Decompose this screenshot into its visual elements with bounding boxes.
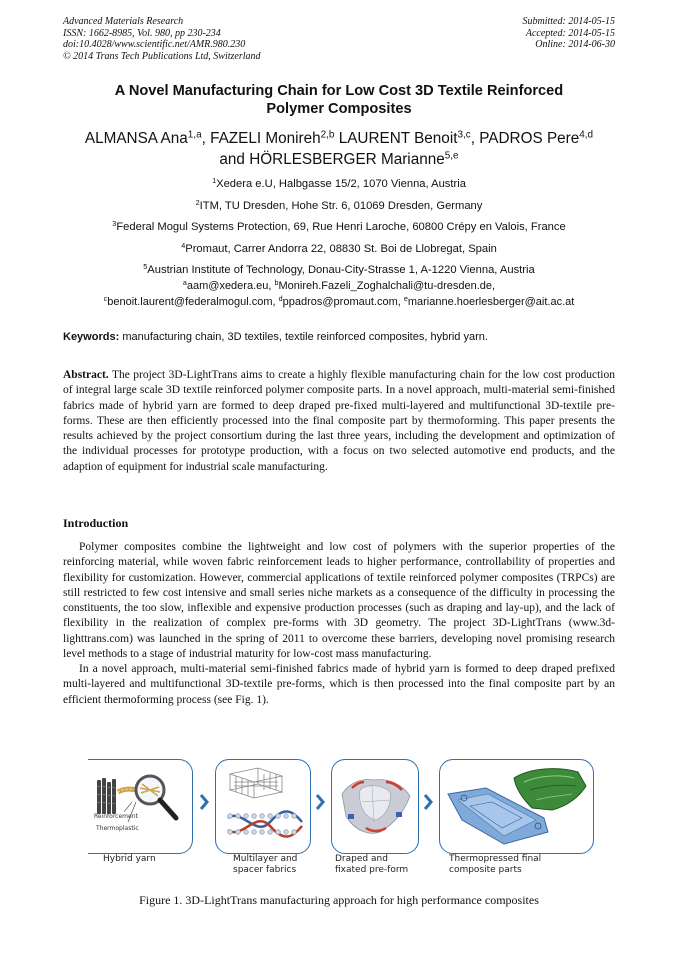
panel-label-thermopressed: Thermopressed final composite parts <box>449 854 542 875</box>
affiliation <box>40 174 638 196</box>
issn-line: ISSN: 1662-8985, Vol. 980, pp 230-234 <box>63 27 221 39</box>
author-list <box>50 128 628 170</box>
keywords-text: manufacturing chain, 3D textiles, textile reinforced composites, hybrid yarn. <box>122 331 488 343</box>
panel-label-draped: Draped and fixated pre-form <box>335 854 409 875</box>
email-sup: b <box>274 279 279 288</box>
email-address[interactable]: ppadros@promaut.com <box>282 296 398 308</box>
dates-info <box>523 16 616 51</box>
email-address[interactable]: marianne.hoerlesberger@ait.ac.at <box>407 296 575 308</box>
abstract-text: The project 3D-LightTrans aims to create a highly flexible manufacturing chain for the low cost production of integral large scale 3D textile reinforced polymer composite parts. In a novel approach, multi-material semi-finished fabrics made of hybrid yarn are formed to deep draped pre-fixed multi-layered and multifunctional 3D-textile pre-forms. These are then efficiently processed into the final composite part by thermoforming. This paper presents the results achieved by the project consortium during the last three years, including the development and optimization of the individual processes for prototype production, with a focus on two selected automotive end products, and the adaption of equipment for industrial scale manufacturing. <box>63 369 615 473</box>
journal-info <box>63 16 261 62</box>
panel-final-parts <box>439 759 594 854</box>
journal-name: Advanced Materials Research <box>63 16 184 27</box>
affiliation-sup: 4 <box>181 240 186 250</box>
panel-hybrid-yarn <box>88 759 193 854</box>
affiliation <box>40 196 638 218</box>
affiliation <box>40 217 638 239</box>
author-name: PADROS Pere <box>479 130 580 147</box>
email-line-1: $^a$aam@xedera.eu, $^b$Monireh.Fazeli_Zoghalchali@tu-dresden.de, <box>182 279 496 292</box>
section-heading-introduction: Introduction <box>63 516 129 530</box>
draped-preform-illustration <box>332 760 418 853</box>
affiliation-sup: 2 <box>195 197 200 207</box>
affiliation-text: Austrian Institute of Technology, Donau-City-Strasse 1, A-1220 Vienna, Austria <box>147 264 535 276</box>
title-line-2: Polymer Composites <box>266 101 412 117</box>
email-address[interactable]: Monireh.Fazeli_Zoghalchali@tu-dresden.de <box>278 280 493 292</box>
process-arrow-icon <box>315 793 325 811</box>
author-sup: 4,d <box>579 129 594 141</box>
authors-line-2 <box>50 149 628 170</box>
affiliation-sup: 3 <box>112 219 117 228</box>
final-composite-parts-illustration <box>440 760 593 853</box>
affiliation <box>40 239 638 261</box>
affiliation-sup: 5 <box>143 262 148 271</box>
process-arrow-icon <box>423 793 433 811</box>
affiliation-text: Federal Mogul Systems Protection, 69, Rue Henri Laroche, 60800 Crépy en Valois, France <box>116 221 566 233</box>
intro-paragraph-1: Polymer composites combine the lightweight and low cost of polymers with the superior properties of the reinforcing material, while woven fabric reinforcement leads to higher performance, controllability of properties and flexibility for customization. However, commercial applications of textile reinforced polymer composites (TRPCs) are still restricted to few cost intensive and small series niche markets as a consequence of the difficulty in processing the constituents, the too slow, inflexible and expensive production processes (such as draping and lay-up), and the lack of flexibility in the realization of complex pre-forms with 3D geometry. The project 3D-LightTrans (www.3d-lighttrans.com) was launched in the spring of 2011 to overcome these barriers, developing novel promising research level methods to a stage of industrial maturity for low-cost mass manufacturing. <box>63 541 615 660</box>
email-address[interactable]: aam@xedera.eu <box>186 280 269 292</box>
abstract-label: Abstract. <box>63 369 109 381</box>
email-sup: d <box>278 295 283 304</box>
affiliation-text: Xedera e.U, Halbgasse 15/2, 1070 Vienna, Austria <box>216 178 466 190</box>
author-name: HÖRLESBERGER Marianne <box>249 151 445 168</box>
email-sup: c <box>103 295 108 304</box>
label-thermoplastic: Thermoplastic <box>96 825 139 832</box>
author-conjunction: and <box>219 151 245 168</box>
panel-multilayer-fabrics <box>215 759 311 854</box>
author-sup: 3,c <box>457 129 471 141</box>
authors-line-1: ALMANSA Ana$^{1,a}$, FAZELI Monireh$^{2,b}$ LAURENT Benoit$^{3,c}$, PADROS Pere$^{4,d}$ <box>84 129 594 147</box>
hybrid-yarn-illustration <box>88 760 192 853</box>
introduction-body <box>63 540 615 708</box>
author-sup: 5,e <box>444 150 459 162</box>
author-name: FAZELI Monireh <box>210 130 321 147</box>
panel-draped-preform <box>331 759 419 854</box>
affiliation-text: ITM, TU Dresden, Hohe Str. 6, 01069 Dresden, Germany <box>199 199 483 212</box>
affiliation-list <box>40 174 638 282</box>
panel-label-hybrid-yarn: Hybrid yarn <box>103 854 156 864</box>
paper-title <box>60 82 618 118</box>
figure-caption: Figure 1. 3D-LightTrans manufacturing approach for high performance composites <box>139 893 539 907</box>
intro-paragraph-2: In a novel approach, multi-material semi-finished fabrics made of hybrid yarn is formed to deep draped prefixed multi-layered and multifunctional 3D-textile pre-forms, which is then processed into the final composite part by an efficient thermoforming process (see Fig. 1). <box>63 663 615 706</box>
author-sup: 2,b <box>320 129 335 141</box>
author-name: LAURENT Benoit <box>338 130 458 147</box>
panel-label-multilayer: Multilayer and spacer fabrics <box>233 854 298 875</box>
email-address[interactable]: benoit.laurent@federalmogul.com <box>107 296 273 308</box>
title-line-1: A Novel Manufacturing Chain for Low Cost 3D Textile Reinforced <box>114 83 564 99</box>
copyright-line: © 2014 Trans Tech Publications Ltd, Switzerland <box>63 50 261 62</box>
affiliation-text: Promaut, Carrer Andorra 22, 08830 St. Boi de Llobregat, Spain <box>185 242 497 255</box>
doi-line: doi:10.4028/www.scientific.net/AMR.980.230 <box>63 39 246 50</box>
online-date: Online: 2014-06-30 <box>535 39 615 50</box>
email-line-2: $^c$benoit.laurent@federalmogul.com, $^d$ppadros@promaut.com, $^e$marianne.hoerlesberger@ait.ac.at <box>103 295 575 308</box>
process-arrow-icon <box>199 793 209 811</box>
spacer-fabric-illustration <box>216 760 310 853</box>
figure-1 <box>88 755 594 883</box>
author-sup: 1,a <box>187 129 202 141</box>
author-name: ALMANSA Ana <box>84 130 188 147</box>
keywords-label: Keywords: <box>63 331 120 343</box>
abstract <box>63 368 615 475</box>
email-sup: e <box>403 295 408 304</box>
accepted-date: Accepted: 2014-05-15 <box>525 27 615 39</box>
affiliation-sup: 1 <box>212 176 217 185</box>
submitted-date: Submitted: 2014-05-15 <box>522 16 615 27</box>
keywords <box>63 331 615 343</box>
label-reinforcement: Reinforcement <box>94 813 138 820</box>
email-list <box>40 278 638 310</box>
email-sup: a <box>182 279 187 288</box>
